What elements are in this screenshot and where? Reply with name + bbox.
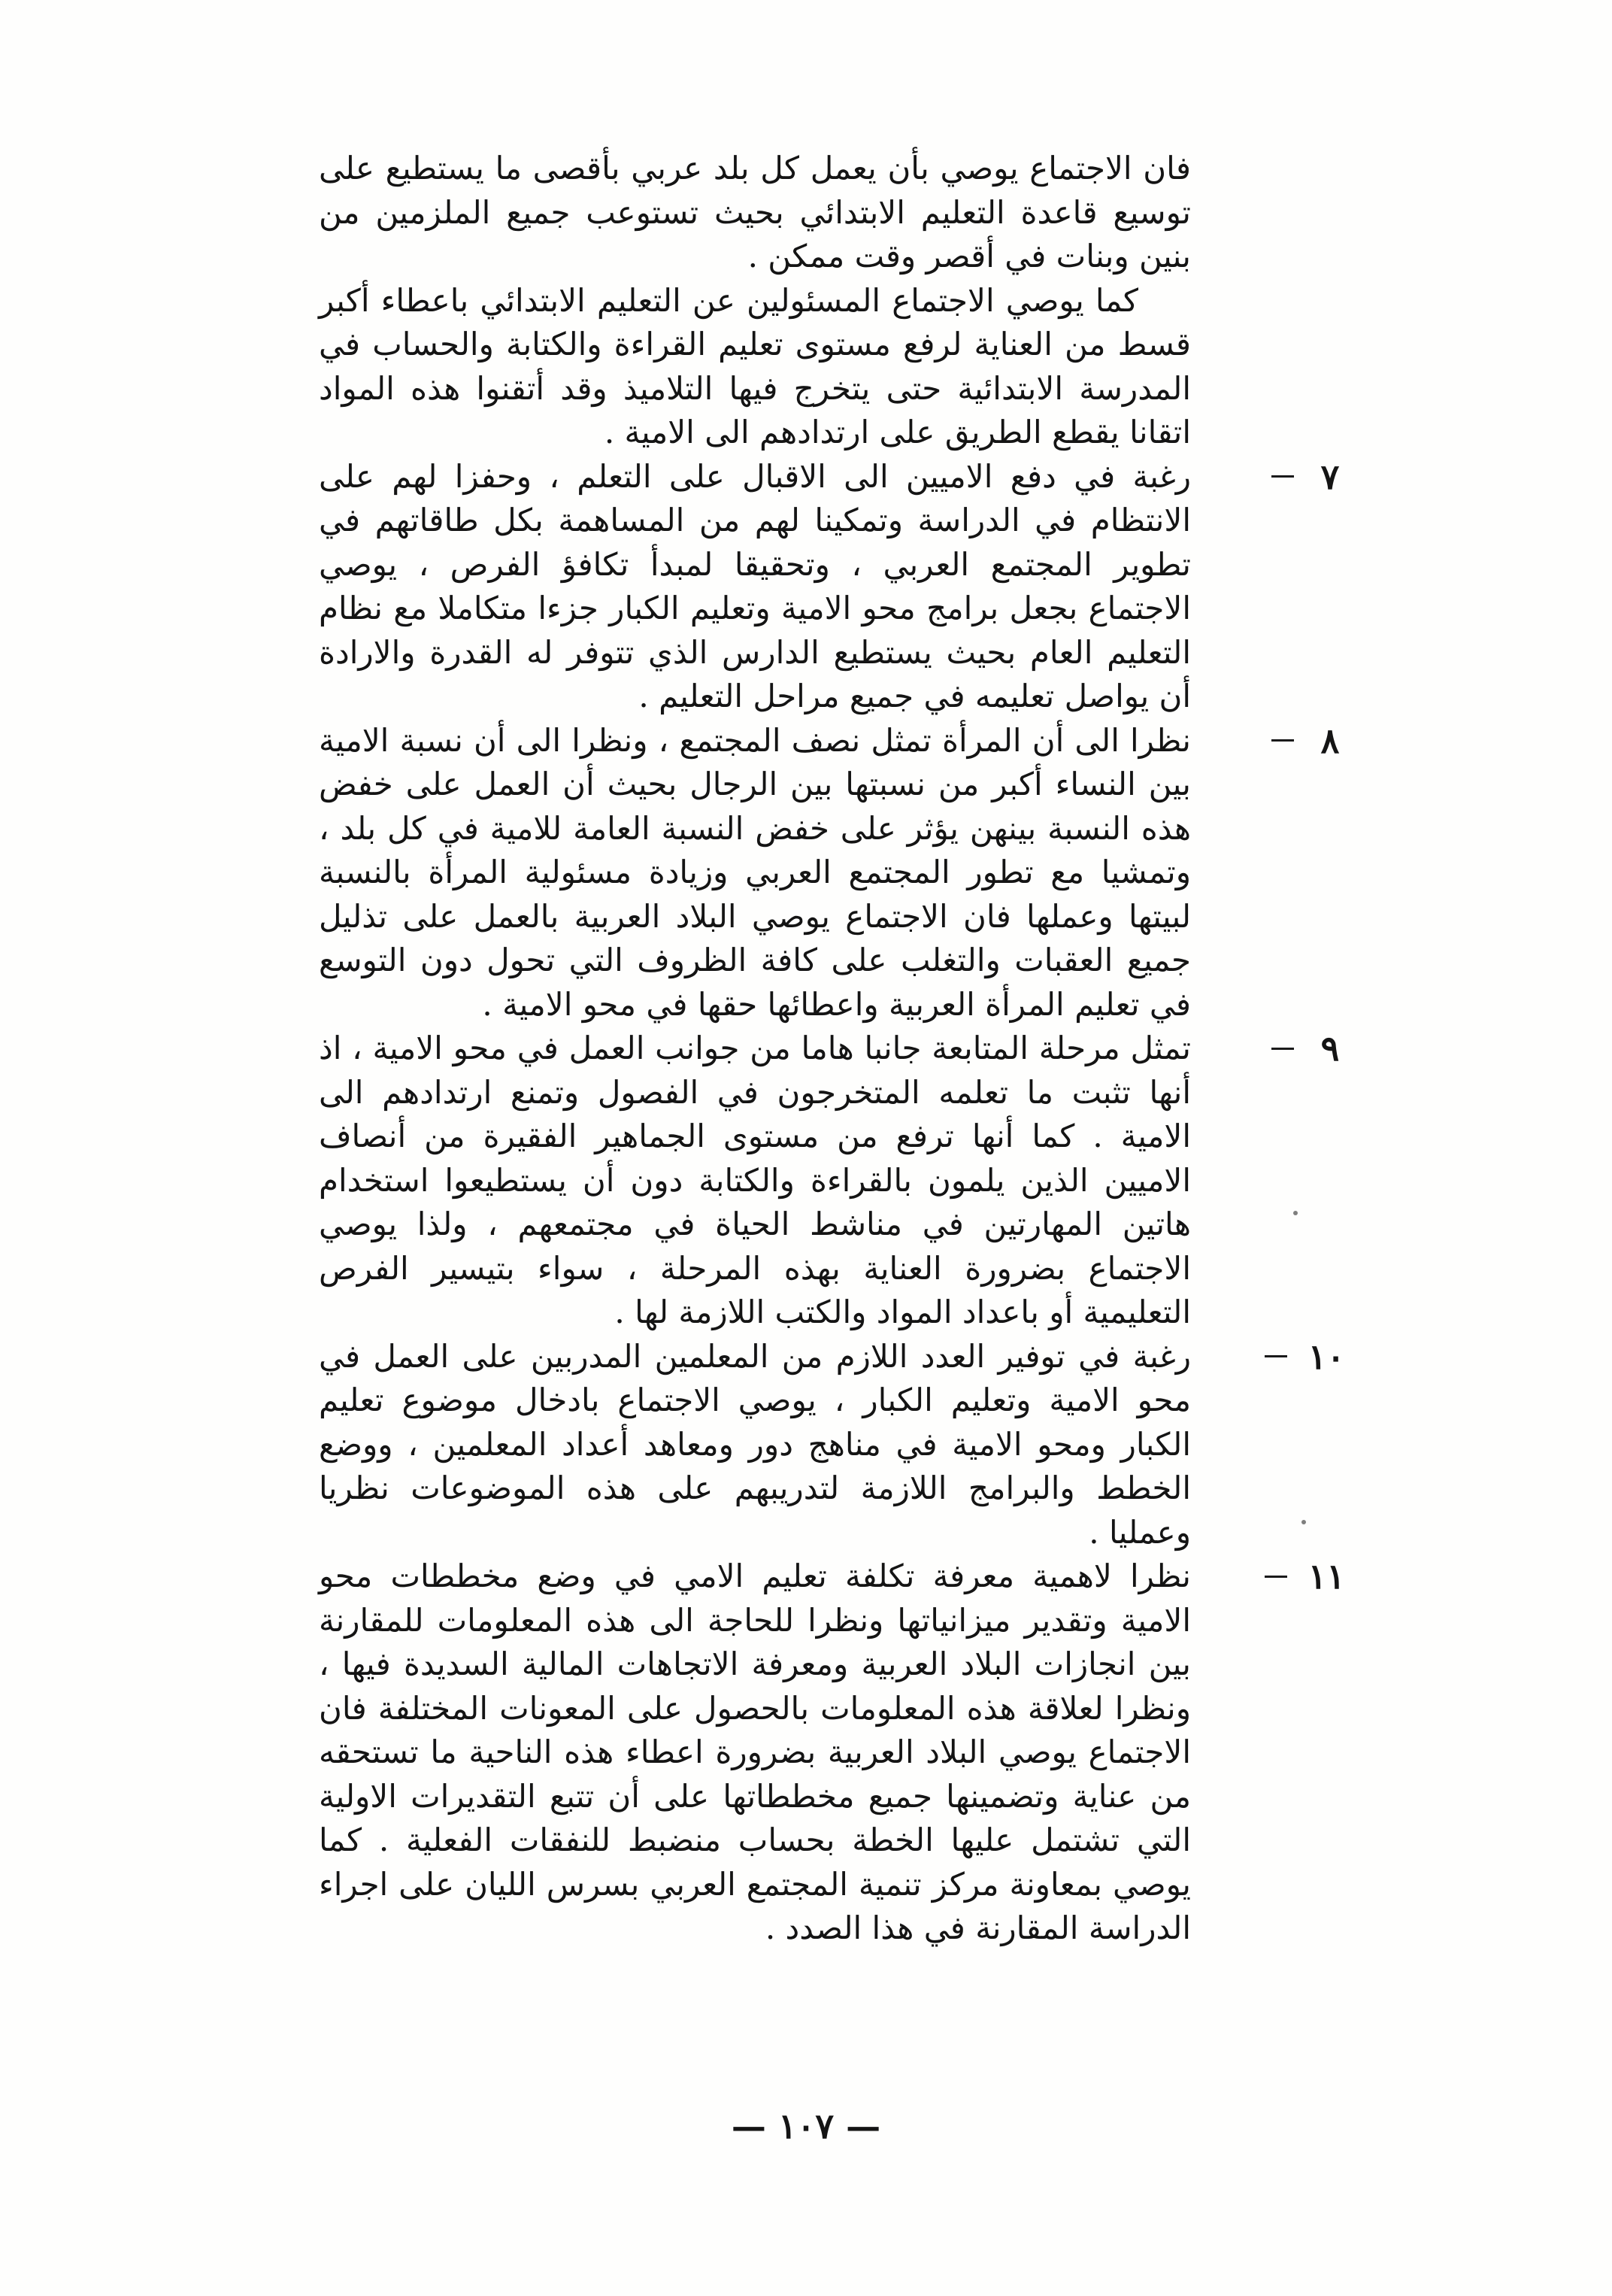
item-dash (1271, 475, 1294, 478)
item-text: نظرا الى أن المرأة تمثل نصف المجتمع ، ونظرا الى أن نسبة الامية بين النساء أكبر من نسبتها بين الرجال بحيث أن العمل على خفض هذه النسبة بينهن يؤثر على خفض النسبة العامة للامية في كل بلد ، وتمشيا مع تطور المجتمع العربي وزيادة مسئولية المرأة بالنسبة لبيتها وعملها فان الاجتماع يوصي البلاد العربية بالعمل على تذليل جميع العقبات والتغلب على كافة الظروف التي تحول دون التوسع في تعليم المرأة العربية واعطائها حقها في محو الامية . (319, 721, 1191, 1023)
item-dash (1265, 1576, 1287, 1578)
item-dash (1271, 739, 1294, 742)
item-marker (1210, 719, 1345, 763)
item-number: ٨ (1320, 720, 1340, 761)
item-text: رغبة في توفير العدد اللازم من المعلمين المدربين على العمل في محو الامية وتعليم الكبار ، يوصي الاجتماع بادخال موضوع تعليم الكبار ومحو الامية في مناهج دور ومعاهد أعداد المعلمين ، ووضع الخطط والبرامج اللازمة لتدريبهم على هذه الموضوعات نظريا وعمليا . (319, 1337, 1192, 1551)
scan-speck (1301, 1520, 1306, 1524)
item-number: ٩ (1320, 1028, 1340, 1069)
item-marker (1210, 1554, 1345, 1599)
item-marker (1210, 1335, 1345, 1379)
item-text: تمثل مرحلة المتابعة جانبا هاما من جوانب العمل في محو الامية ، اذ أنها تثبت ما تعلمه المتخرجون في الفصول وتمنع ارتدادهم الى الامية . كما أنها ترفع من مستوى الجماهير الفقيرة من أنصاف الاميين الذين يلمون بالقراءة والكتابة دون أن يستطيعوا استخدام هاتين المهارتين في مناشط الحياة في مجتمعهم ، ولذا يوصي الاجتماع بضرورة العناية بهذه المرحلة ، سواء بتيسير الفرص التعليمية أو باعداد المواد والكتب اللازمة لها . (319, 1030, 1191, 1330)
item-marker (1210, 1027, 1345, 1071)
recommendation-item-7 (319, 455, 1340, 719)
intro-paragraph-1: فان الاجتماع يوصي بأن يعمل كل بلد عربي بأقصى ما يستطيع على توسيع قاعدة التعليم الابتدائي بحيث تستوعب جميع الملزمين من بنين وبنات في أقصر وقت ممكن . (319, 150, 1191, 274)
intro-block (319, 147, 1191, 455)
item-dash (1265, 1355, 1287, 1357)
page-number: — ١٠٧ — (731, 2106, 881, 2146)
scan-speck (1293, 1211, 1298, 1215)
item-text: نظرا لاهمية معرفة تكلفة تعليم الامي في وضع مخططات محو الامية وتقدير ميزانياتها ونظرا للحاجة الى هذه المعلومات للمقارنة بين انجازات البلاد العربية ومعرفة الاتجاهات المالية السديدة فيها ، ونظرا لعلاقة هذه المعلومات بالحصول على المعونات المختلفة فان الاجتماع يوصي البلاد العربية بضرورة اعطاء هذه الناحية ما تستحقه من عناية وتضمينها جميع مخططاتها على أن تتبع التقديرات الاولية التي تشتمل عليها الخطة بحساب منضبط للنفقات الفعلية . كما يوصي بمعاونة مركز تنمية المجتمع العربي بسرس الليان على اجراء الدراسة المقارنة في هذا الصدد . (319, 1557, 1191, 1946)
recommendation-item-8 (319, 719, 1340, 1027)
item-text: رغبة في دفع الاميين الى الاقبال على التعلم ، وحفزا لهم على الانتظام في الدراسة وتمكينا لهم من المساهمة بكل طاقاتهم في تطوير المجتمع العربي ، وتحقيقا لمبدأ تكافؤ الفرص ، يوصي الاجتماع بجعل برامج محو الامية وتعليم الكبار جزءا متكاملا مع نظام التعليم العام بحيث يستطيع الدارس الذي تتوفر له القدرة والارادة أن يواصل تعليمه في جميع مراحل التعليم . (319, 457, 1192, 714)
item-number: ١١ (1307, 1556, 1345, 1597)
recommendation-item-11 (319, 1554, 1345, 1951)
recommendation-item-10 (319, 1335, 1345, 1555)
item-dash (1271, 1048, 1294, 1050)
recommendation-item-9 (319, 1027, 1340, 1335)
item-number: ١٠ (1307, 1336, 1345, 1377)
item-marker (1210, 455, 1345, 499)
text-column (319, 147, 1345, 1951)
item-number: ٧ (1320, 456, 1340, 497)
intro-paragraph-2: كما يوصي الاجتماع المسئولين عن التعليم الابتدائي باعطاء أكبر قسط من العناية لرفع مستوى تعليم القراءة والكتابة والحساب في المدرسة الابتدائية حتى يتخرج فيها التلاميذ وقد أتقنوا هذه المواد اتقانا يقطع الطريق على ارتدادهم الى الامية . (319, 281, 1191, 450)
